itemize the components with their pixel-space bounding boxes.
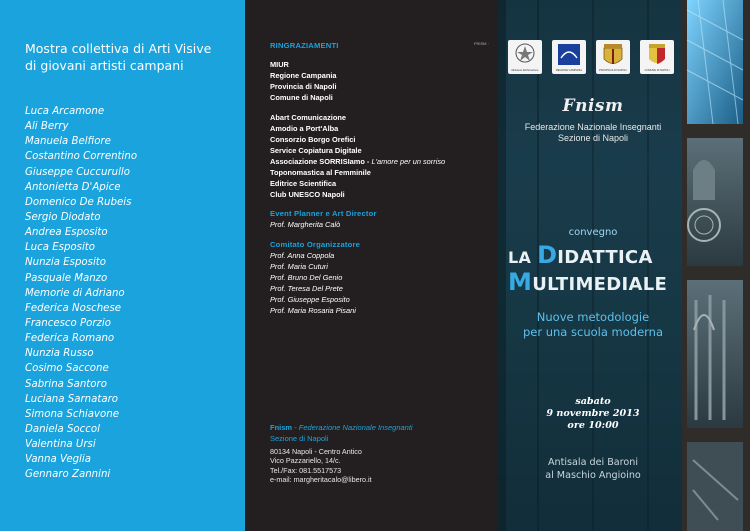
list-item: Prof. Maria Rosaria Pisani <box>270 306 356 315</box>
logo-caption: PROVINCIA DI NAPOLI <box>599 69 627 72</box>
list-item: Luciana Sarnataro <box>25 393 119 405</box>
footer-contacts <box>270 447 372 484</box>
list-item: Andrea Esposito <box>25 227 108 239</box>
event-planner <box>270 219 340 230</box>
footer-organization <box>270 422 413 444</box>
footer-acronym: Fnism <box>270 423 293 432</box>
event-date <box>518 396 668 432</box>
sponsor-note: L'amore per un sorriso <box>371 157 446 166</box>
list-item: Pasquale Manzo <box>25 272 108 284</box>
committee-heading: Comitato Organizzatore <box>270 240 361 249</box>
credits-panel <box>245 0 498 531</box>
footer-section: Sezione di Napoli <box>270 434 329 443</box>
artist-list <box>25 104 137 483</box>
list-item: Prof. Anna Coppola <box>270 251 335 260</box>
fnism-line1: Federazione Nazionale Insegnanti <box>524 122 662 132</box>
list-item: Provincia di Napoli <box>270 82 337 91</box>
list-item: Abart Comunicazione <box>270 113 346 122</box>
list-item: Prof. Giuseppe Esposito <box>270 295 350 304</box>
main-title <box>508 243 708 297</box>
list-item: Daniela Soccol <box>25 423 100 435</box>
title-la: LA <box>508 248 538 267</box>
logo-caption: Ministero dell'Istruzione <box>511 69 539 72</box>
list-item: Vanna Veglia <box>25 454 91 466</box>
list-item: Luca Esposito <box>25 242 96 254</box>
list-item: Simona Schiavone <box>25 408 119 420</box>
list-item: Costantino Correntino <box>25 151 138 163</box>
date-day: sabato <box>575 396 611 407</box>
list-item: MIUR <box>270 60 289 69</box>
list-item: Domenico De Rubeis <box>25 196 132 208</box>
provincia-napoli-logo <box>596 40 630 74</box>
fnism-subtitle <box>498 122 688 144</box>
title-initial-m: M <box>508 268 533 296</box>
list-item: Amodio a Port'Alba <box>270 124 339 133</box>
list-item: Sabrina Santoro <box>25 378 107 390</box>
logo-caption: COMUNE DI NAPOLI <box>644 69 670 72</box>
list-item: Vico Pazzariello, 14/c. <box>270 456 341 466</box>
list-item: Prof. Bruno Del Genio <box>270 273 343 282</box>
committee-list <box>270 250 356 316</box>
institution-logos <box>508 40 680 74</box>
list-item: Nunzia Russo <box>25 348 94 360</box>
list-item: Regione Campania <box>270 71 337 80</box>
list-item: Federica Romano <box>25 333 115 345</box>
tiny-label: FRISM · <box>474 41 489 46</box>
exhibit-title-line2: di giovani artisti campani <box>25 58 184 73</box>
cover-panel <box>498 0 750 531</box>
fnism-brand: Fnism <box>562 96 624 116</box>
venue-line1: Antisala dei Baroni <box>547 457 639 468</box>
date-time: ore 10:00 <box>567 420 619 431</box>
list-item: Antonietta D'Apice <box>25 181 121 193</box>
sponsor-name: Associazione SORRISIamo - <box>270 157 372 166</box>
list-item: Prof. Margherita Calò <box>270 220 341 229</box>
date-full: 9 novembre 2013 <box>546 408 640 419</box>
event-planner-heading: Event Planner e Art Director <box>270 209 377 218</box>
list-item: Valentina Ursi <box>25 439 96 451</box>
list-item: Memorie di Adriano <box>25 287 125 299</box>
event-venue <box>498 456 688 482</box>
list-item: Ali Berry <box>25 121 69 133</box>
list-item: Consorzio Borgo Orefici <box>270 135 356 144</box>
thanks-sponsors <box>270 112 445 200</box>
thanks-institutions <box>270 59 337 103</box>
subtitle <box>498 310 688 340</box>
exhibit-title-line1: Mostra collettiva di Arti Visive <box>25 41 212 56</box>
list-item: Prof. Maria Cuturi <box>270 262 328 271</box>
list-item: Editrice Scientifica <box>270 179 337 188</box>
list-item: Gennaro Zannini <box>25 469 111 481</box>
list-item: Tel./Fax: 081.5517573 <box>270 465 342 475</box>
repubblica-italiana-logo <box>508 40 542 74</box>
thanks-heading: RINGRAZIAMENTI <box>270 41 339 50</box>
list-item: Toponomastica al Femminile <box>270 168 371 177</box>
list-item: Service Copiatura Digitale <box>270 146 362 155</box>
list-item: Sergio Diodato <box>25 211 101 223</box>
convegno-label: convegno <box>568 227 618 238</box>
list-item: Manuela Belfiore <box>25 136 111 148</box>
regione-campania-logo <box>552 40 586 74</box>
list-item: Luca Arcamone <box>25 106 105 117</box>
subtitle-line1: Nuove metodologie <box>536 310 650 324</box>
footer-fullname: - Federazione Nazionale Insegnanti <box>292 423 413 432</box>
subtitle-line2: per una scuola moderna <box>522 325 664 339</box>
fnism-line2: Sezione di Napoli <box>557 133 629 143</box>
list-item: Comune di Napoli <box>270 93 333 102</box>
main-title-line2 <box>508 270 708 297</box>
artists-panel <box>0 0 245 531</box>
logo-caption: REGIONE CAMPANIA <box>555 69 583 72</box>
title-word-didattica: IDATTICA <box>557 247 653 268</box>
exhibit-title <box>25 40 240 74</box>
title-initial-d: D <box>537 241 558 269</box>
list-item: Nunzia Esposito <box>25 257 107 269</box>
list-item: Club UNESCO Napoli <box>270 190 345 199</box>
footer-org-line <box>270 422 413 433</box>
list-item: e-mail: margheritacalo@libero.it <box>270 474 372 484</box>
list-item: Francesco Porzio <box>25 317 111 329</box>
comune-napoli-logo <box>640 40 674 74</box>
list-item: Prof. Teresa Del Prete <box>270 284 343 293</box>
list-item: Federica Noschese <box>25 302 122 314</box>
list-item: Cosimo Saccone <box>25 363 109 375</box>
title-word-multimediale: ULTIMEDIALE <box>532 274 668 295</box>
list-item <box>270 156 445 167</box>
list-item: Giuseppe Cuccurullo <box>25 166 130 178</box>
list-item: 80134 Napoli - Centro Antico <box>270 447 362 456</box>
main-title-line1 <box>508 243 708 270</box>
venue-line2: al Maschio Angioino <box>545 470 641 481</box>
